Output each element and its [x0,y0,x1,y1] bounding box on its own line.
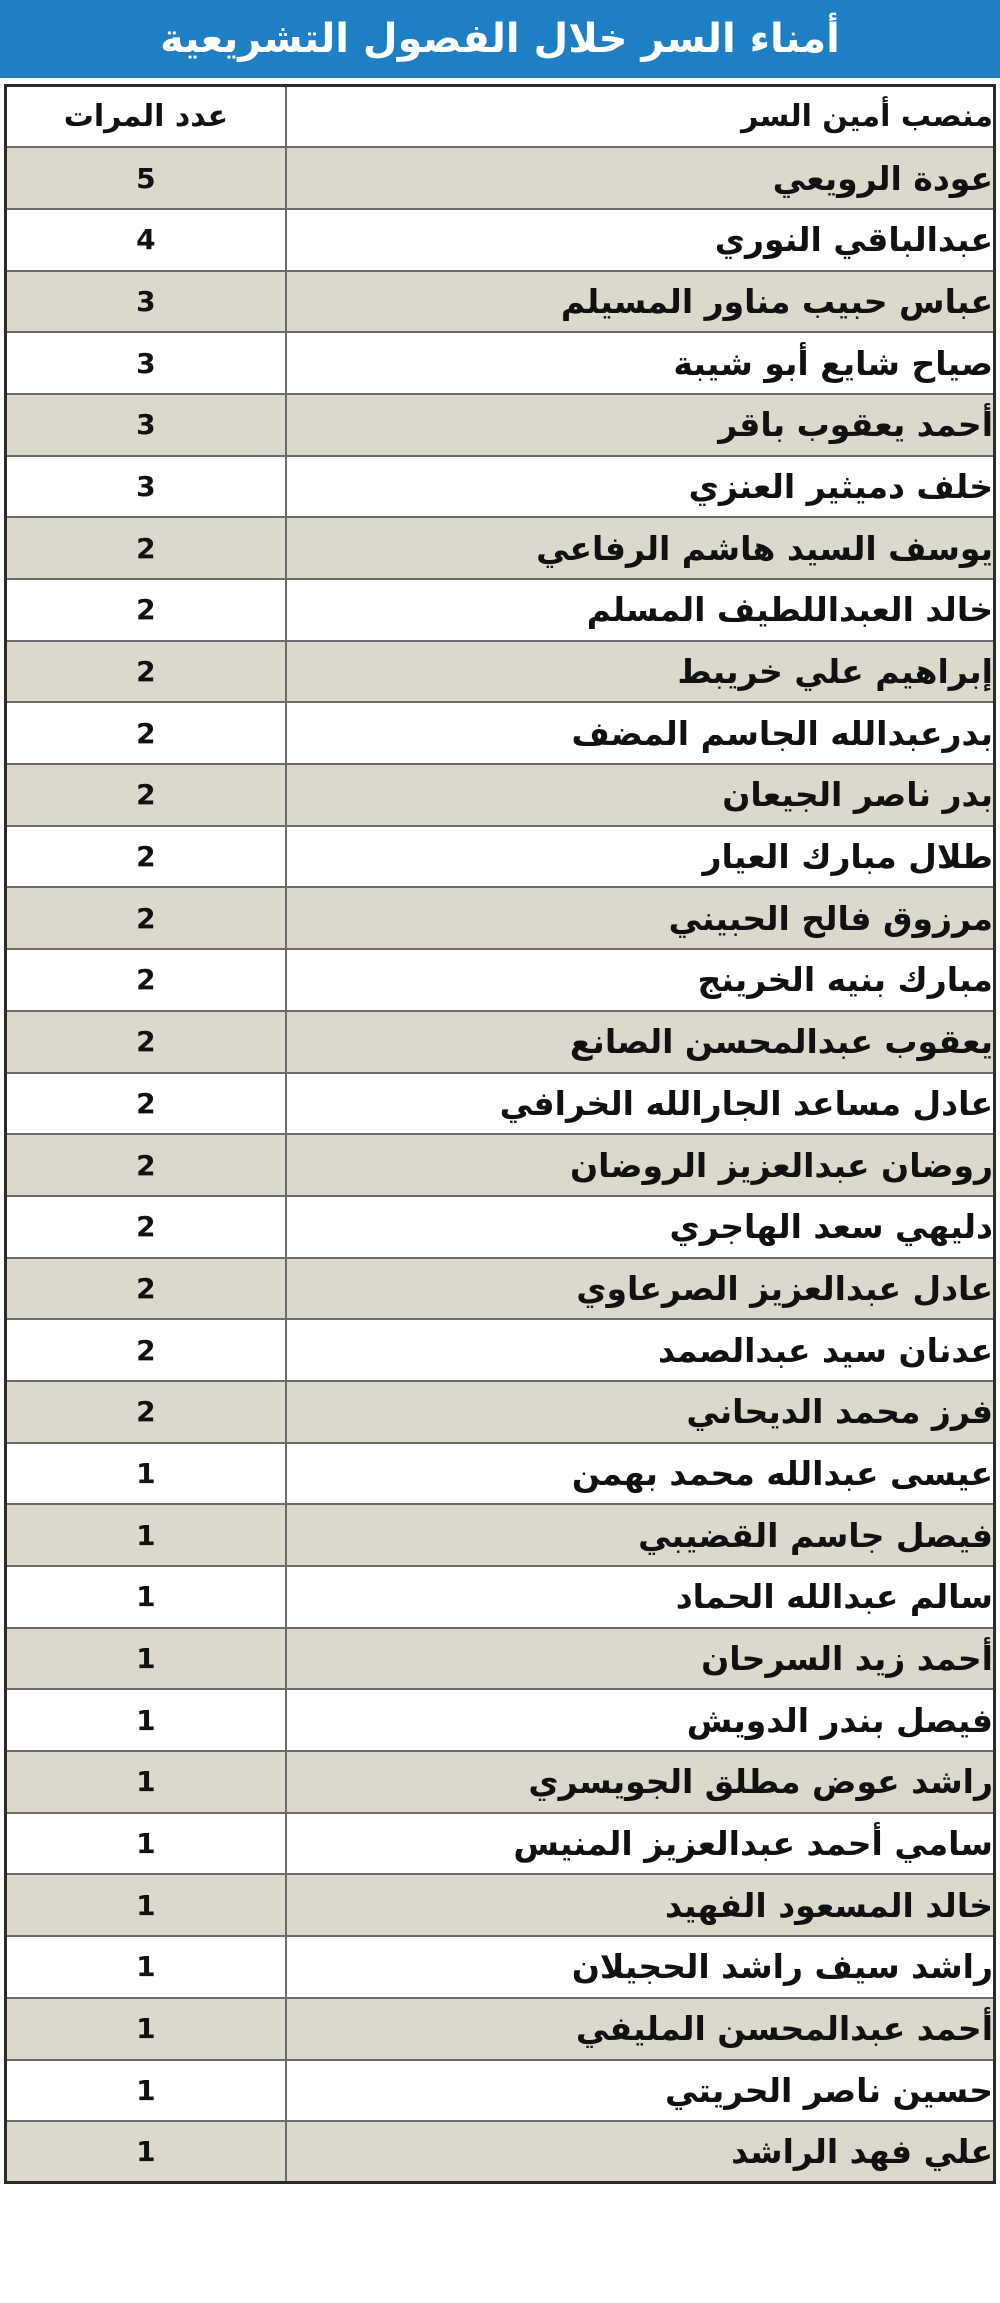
table-row [6,949,995,1011]
secretary-name-cell: عيسى عبدالله محمد بهمن [286,1443,995,1505]
table-row [6,394,995,456]
table-row [6,579,995,641]
times-count-cell: 2 [6,1258,286,1320]
table-row [6,271,995,333]
secretary-name-cell: بدر ناصر الجيعان [286,764,995,826]
secretary-name-cell: عبدالباقي النوري [286,209,995,271]
table-row [6,456,995,518]
table-row [6,517,995,579]
secretary-name-cell: علي فهد الراشد [286,2121,995,2183]
times-count-cell: 2 [6,702,286,764]
times-count-cell: 1 [6,1998,286,2060]
table-header-row [6,86,995,148]
secretary-name-cell: يعقوب عبدالمحسن الصانع [286,1011,995,1073]
secretary-name-cell: أحمد يعقوب باقر [286,394,995,456]
table-row [6,1196,995,1258]
table-row [6,1134,995,1196]
secretary-name-cell: فيصل بندر الدويش [286,1689,995,1751]
times-count-cell: 2 [6,764,286,826]
times-count-cell: 2 [6,1073,286,1135]
times-count-cell: 2 [6,641,286,703]
table-row [6,209,995,271]
table-body [6,147,995,2183]
table-row [6,1073,995,1135]
table-row [6,1998,995,2060]
secretary-name-cell: أحمد عبدالمحسن المليفي [286,1998,995,2060]
page-title: أمناء السر خلال الفصول التشريعية [0,0,1000,82]
times-count-cell: 1 [6,1936,286,1998]
times-count-cell: 2 [6,1319,286,1381]
times-count-cell: 2 [6,826,286,888]
table-row [6,2060,995,2122]
table-row [6,1751,995,1813]
secretary-name-cell: خالد المسعود الفهيد [286,1874,995,1936]
secretary-name-cell: مبارك بنيه الخرينج [286,949,995,1011]
table-row [6,887,995,949]
table-row [6,1813,995,1875]
secretary-name-cell: خالد العبداللطيف المسلم [286,579,995,641]
table-row [6,147,995,209]
times-count-cell: 1 [6,1628,286,1690]
table-row [6,1381,995,1443]
table-row [6,1319,995,1381]
secretary-name-cell: طلال مبارك العيار [286,826,995,888]
secretaries-table [4,84,996,2184]
times-count-cell: 3 [6,456,286,518]
table-row [6,1258,995,1320]
secretary-name-cell: بدرعبدالله الجاسم المضف [286,702,995,764]
times-count-cell: 1 [6,1504,286,1566]
secretary-name-cell: راشد سيف راشد الحجيلان [286,1936,995,1998]
secretary-name-cell: مرزوق فالح الحبيني [286,887,995,949]
times-count-cell: 3 [6,271,286,333]
secretary-name-cell: عباس حبيب مناور المسيلم [286,271,995,333]
table-row [6,1936,995,1998]
times-count-cell: 1 [6,1751,286,1813]
times-count-cell: 1 [6,2121,286,2183]
times-count-cell: 1 [6,1874,286,1936]
secretary-name-cell: دليهي سعد الهاجري [286,1196,995,1258]
secretary-name-cell: فيصل جاسم القضيبي [286,1504,995,1566]
times-count-cell: 1 [6,1689,286,1751]
times-count-cell: 3 [6,394,286,456]
secretary-name-cell: سالم عبدالله الحماد [286,1566,995,1628]
times-count-cell: 2 [6,887,286,949]
table-row [6,1011,995,1073]
table-row [6,1689,995,1751]
secretary-name-cell: عودة الرويعي [286,147,995,209]
times-count-cell: 2 [6,1196,286,1258]
count-column-header: عدد المرات [6,86,286,148]
table-row [6,332,995,394]
secretary-name-cell: سامي أحمد عبدالعزيز المنيس [286,1813,995,1875]
times-count-cell: 2 [6,579,286,641]
table-row [6,2121,995,2183]
times-count-cell: 3 [6,332,286,394]
secretary-name-cell: عدنان سيد عبدالصمد [286,1319,995,1381]
times-count-cell: 2 [6,1011,286,1073]
table-row [6,1443,995,1505]
secretary-name-cell: يوسف السيد هاشم الرفاعي [286,517,995,579]
table-row [6,764,995,826]
table-row [6,641,995,703]
times-count-cell: 2 [6,1134,286,1196]
table-row [6,702,995,764]
secretary-name-cell: عادل مساعد الجارالله الخرافي [286,1073,995,1135]
secretary-name-cell: إبراهيم علي خريبط [286,641,995,703]
secretary-name-cell: خلف دميثير العنزي [286,456,995,518]
times-count-cell: 2 [6,1381,286,1443]
times-count-cell: 2 [6,949,286,1011]
table-row [6,1504,995,1566]
times-count-cell: 1 [6,2060,286,2122]
name-column-header: منصب أمين السر [286,86,995,148]
times-count-cell: 5 [6,147,286,209]
times-count-cell: 1 [6,1443,286,1505]
times-count-cell: 1 [6,1566,286,1628]
secretary-name-cell: عادل عبدالعزيز الصرعاوي [286,1258,995,1320]
times-count-cell: 1 [6,1813,286,1875]
times-count-cell: 4 [6,209,286,271]
secretary-name-cell: روضان عبدالعزيز الروضان [286,1134,995,1196]
secretary-name-cell: راشد عوض مطلق الجويسري [286,1751,995,1813]
secretary-name-cell: أحمد زيد السرحان [286,1628,995,1690]
secretary-name-cell: صياح شايع أبو شيبة [286,332,995,394]
times-count-cell: 2 [6,517,286,579]
table-row [6,1628,995,1690]
secretary-name-cell: حسين ناصر الحريتي [286,2060,995,2122]
table-row [6,826,995,888]
table-row [6,1874,995,1936]
secretary-name-cell: فرز محمد الديحاني [286,1381,995,1443]
table-row [6,1566,995,1628]
